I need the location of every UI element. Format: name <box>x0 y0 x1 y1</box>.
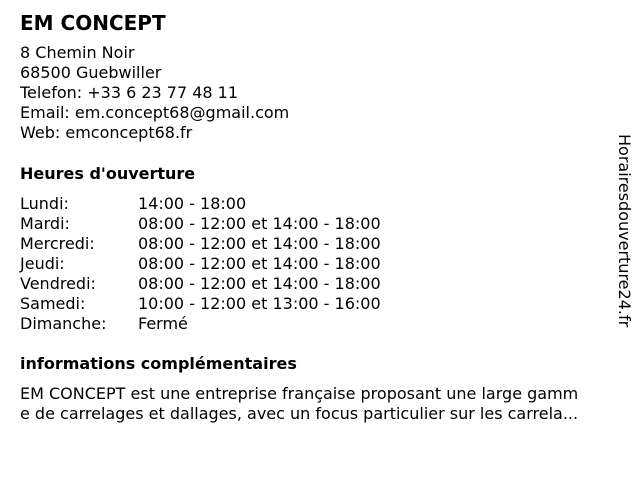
additional-info-heading: informations complémentaires <box>20 354 297 373</box>
time-value: 08:00 - 12:00 et 14:00 - 18:00 <box>138 254 381 273</box>
day-label: Vendredi: <box>20 274 96 293</box>
address-street: 8 Chemin Noir <box>20 43 135 62</box>
business-description <box>20 384 578 424</box>
phone-line: Telefon: +33 6 23 77 48 11 <box>20 83 239 102</box>
day-label: Lundi: <box>20 194 69 213</box>
business-name: EM CONCEPT <box>20 11 166 35</box>
description-line-2: e de carrelages et dallages, avec un focus particulier sur les carrela... <box>20 404 579 423</box>
day-label: Mercredi: <box>20 234 95 253</box>
description-line-1: EM CONCEPT est une entreprise française proposant une large gamm <box>20 384 579 403</box>
time-value: 08:00 - 12:00 et 14:00 - 18:00 <box>138 214 381 233</box>
web-line: Web: emconcept68.fr <box>20 123 193 142</box>
day-label: Samedi: <box>20 294 86 313</box>
time-value: 14:00 - 18:00 <box>138 194 247 213</box>
address-city: 68500 Guebwiller <box>20 63 162 82</box>
day-label: Jeudi: <box>20 254 65 273</box>
opening-hours-heading: Heures d'ouverture <box>20 164 196 183</box>
time-value: Fermé <box>138 314 188 333</box>
contact-block <box>20 43 289 143</box>
day-label: Dimanche: <box>20 314 107 333</box>
time-value: 08:00 - 12:00 et 14:00 - 18:00 <box>138 234 381 253</box>
email-line: Email: em.concept68@gmail.com <box>20 103 290 122</box>
time-value: 08:00 - 12:00 et 14:00 - 18:00 <box>138 274 381 293</box>
site-watermark: Horairesdouverture24.fr <box>615 134 634 328</box>
day-label: Mardi: <box>20 214 70 233</box>
time-value: 10:00 - 12:00 et 13:00 - 16:00 <box>138 294 381 313</box>
